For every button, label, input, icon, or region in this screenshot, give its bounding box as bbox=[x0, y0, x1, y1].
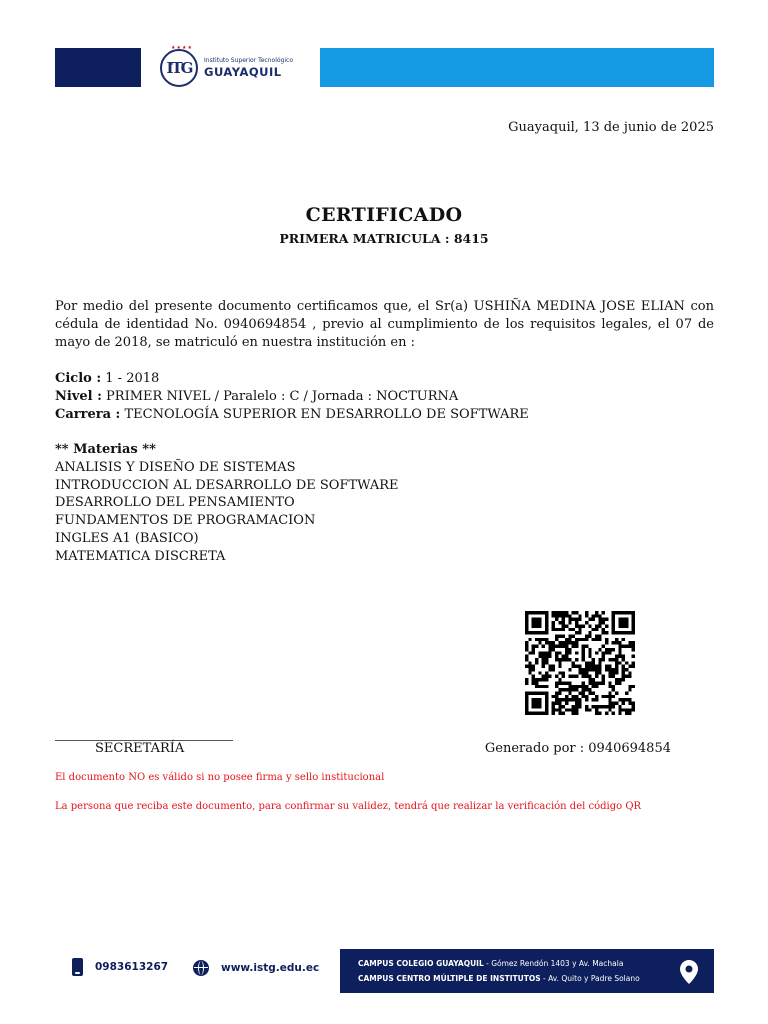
date-line: Guayaquil, 13 de junio de 2025 bbox=[508, 120, 714, 135]
logo-letters: ITG bbox=[166, 59, 192, 77]
header-blue-bar bbox=[320, 48, 714, 87]
campus1-address: - Gómez Rendón 1403 y Av. Machala bbox=[483, 959, 624, 968]
generated-by: Generado por : 0940694854 bbox=[484, 741, 671, 756]
website-url[interactable]: www.istg.edu.ec bbox=[221, 962, 320, 974]
nivel-label: Nivel : bbox=[55, 389, 102, 404]
carrera-row bbox=[55, 406, 529, 424]
materia-item: MATEMATICA DISCRETA bbox=[55, 548, 226, 564]
materia-item: ANALISIS Y DISEÑO DE SISTEMAS bbox=[55, 459, 296, 475]
campus2-name: CAMPUS CENTRO MÚLTIPLE DE INSTITUTOS bbox=[358, 974, 541, 983]
logo-name: GUAYAQUIL bbox=[204, 64, 282, 79]
nivel-row bbox=[55, 388, 529, 406]
materia-item: DESARROLLO DEL PENSAMIENTO bbox=[55, 495, 295, 511]
campus-line-2 bbox=[358, 974, 640, 983]
logo-subtitle: Instituto Superior Tecnológico bbox=[204, 56, 293, 64]
materia-item: INGLES A1 (BASICO) bbox=[55, 530, 199, 546]
qr-verification-note: La persona que reciba este documento, para confirmar su validez, tendrá que realizar la verificación del código QR bbox=[55, 801, 642, 812]
globe-icon bbox=[193, 960, 209, 976]
institute-logo bbox=[160, 47, 320, 89]
certification-paragraph: Por medio del presente documento certificamos que, el Sr(a) USHIÑA MEDINA JOSE ELIAN con cédula de identidad No. 0940694854 , previo al cumplimiento de los requisitos legales, el 07 de mayo de 2018, se matriculó en nuestra institución en : bbox=[55, 299, 714, 350]
nivel-value: PRIMER NIVEL / Paralelo : C / Jornada : NOCTURNA bbox=[101, 389, 459, 404]
validity-warning: El documento NO es válido si no posee firma y sello institucional bbox=[55, 772, 385, 783]
header-navy-bar bbox=[55, 48, 141, 87]
campus1-name: CAMPUS COLEGIO GUAYAQUIL bbox=[358, 959, 484, 968]
materias-heading: ** Materias ** bbox=[55, 442, 156, 457]
materia-item: INTRODUCCION AL DESARROLLO DE SOFTWARE bbox=[55, 477, 399, 493]
logo-emblem bbox=[160, 45, 198, 87]
phone-icon bbox=[72, 958, 83, 976]
footer-website[interactable] bbox=[193, 960, 319, 976]
ciclo-label: Ciclo : bbox=[55, 371, 102, 386]
carrera-label: Carrera : bbox=[55, 407, 121, 422]
carrera-value: TECNOLOGÍA SUPERIOR EN DESARROLLO DE SOFTWARE bbox=[120, 407, 529, 422]
phone-number: 0983613267 bbox=[95, 961, 169, 973]
logo-stars-icon: ★★★★ bbox=[171, 45, 193, 51]
materia-item: FUNDAMENTOS DE PROGRAMACION bbox=[55, 513, 316, 529]
verification-qr-code bbox=[525, 611, 635, 715]
ciclo-value: 1 - 2018 bbox=[101, 371, 160, 386]
map-pin-icon bbox=[680, 960, 698, 984]
signature-label: SECRETARÍA bbox=[95, 741, 185, 756]
document-title: CERTIFICADO bbox=[305, 204, 463, 226]
materias-section bbox=[55, 441, 399, 566]
ciclo-row bbox=[55, 370, 529, 388]
footer-campus-box bbox=[340, 949, 714, 993]
campus-line-1 bbox=[358, 959, 623, 968]
enrollment-fields bbox=[55, 370, 529, 424]
footer-phone bbox=[72, 958, 168, 976]
document-subtitle: PRIMERA MATRICULA : 8415 bbox=[279, 231, 489, 246]
campus2-address: - Av. Quito y Padre Solano bbox=[540, 974, 640, 983]
